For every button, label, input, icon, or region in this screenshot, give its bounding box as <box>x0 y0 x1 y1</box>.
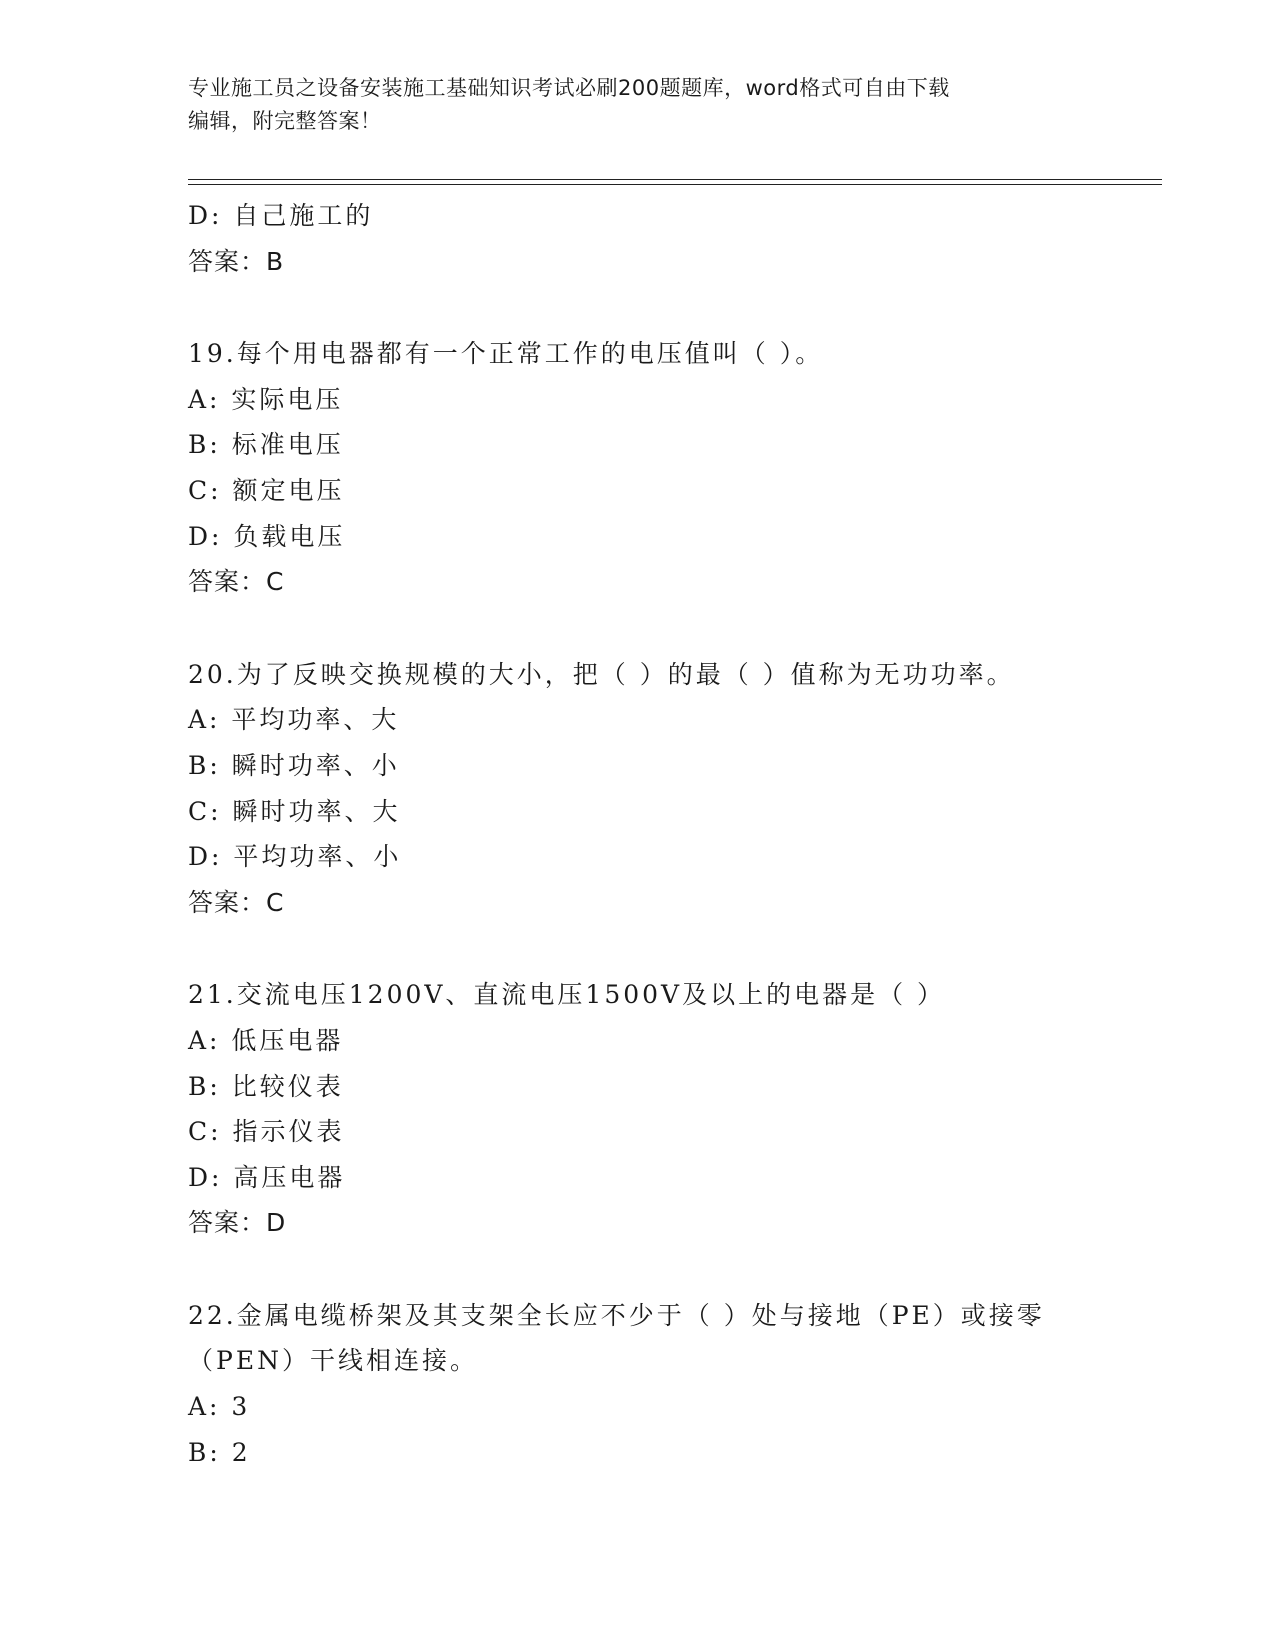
option-b: B: 标准电压 <box>188 430 344 460</box>
question-21 <box>188 972 1148 1246</box>
header-line-2: 编辑，附完整答案！ <box>188 109 382 133</box>
option-d: D: 高压电器 <box>188 1162 346 1192</box>
option-b: B: 比较仪表 <box>188 1071 344 1101</box>
option-c: C: 指示仪表 <box>188 1117 345 1147</box>
option-d: D: 平均功率、小 <box>188 842 402 872</box>
answer: 答案：C <box>188 887 285 917</box>
option-a: A: 平均功率、大 <box>188 705 400 735</box>
question-19 <box>188 331 1148 605</box>
question-22 <box>188 1293 1148 1475</box>
option-d: D: 负载电压 <box>188 521 346 551</box>
question-stem: 22.金属电缆桥架及其支架全长应不少于（ ）处与接地（PE）或接零（PEN）干线相连接。 <box>188 1300 1045 1376</box>
question-20 <box>188 652 1148 926</box>
option-d: D: 自己施工的 <box>188 201 374 230</box>
header-line-1: 专业施工员之设备安装施工基础知识考试必刷200题题库，word格式可自由下载 <box>188 76 950 100</box>
option-a: A: 实际电压 <box>188 384 344 414</box>
header-divider-bottom <box>188 184 1162 185</box>
option-c: C: 瞬时功率、大 <box>188 796 401 826</box>
answer: 答案：C <box>188 567 285 597</box>
question-list <box>188 193 1148 1475</box>
answer: 答案：D <box>188 1208 287 1238</box>
option-a: A: 低压电器 <box>188 1025 344 1055</box>
option-b: B: 2 <box>188 1437 251 1467</box>
question-stem: 19.每个用电器都有一个正常工作的电压值叫（ ）。 <box>188 339 824 369</box>
question-stem: 21.交流电压1200V、直流电压1500V及以上的电器是（ ） <box>188 980 946 1010</box>
option-a: A: 3 <box>188 1392 251 1422</box>
header-divider-top <box>188 179 1162 180</box>
option-b: B: 瞬时功率、小 <box>188 750 400 780</box>
question-stem: 20.为了反映交换规模的大小，把（ ）的最（ ）值称为无功功率。 <box>188 659 1015 689</box>
option-c: C: 额定电压 <box>188 475 345 505</box>
answer: 答案：B <box>188 246 285 276</box>
page-header <box>188 72 1088 138</box>
